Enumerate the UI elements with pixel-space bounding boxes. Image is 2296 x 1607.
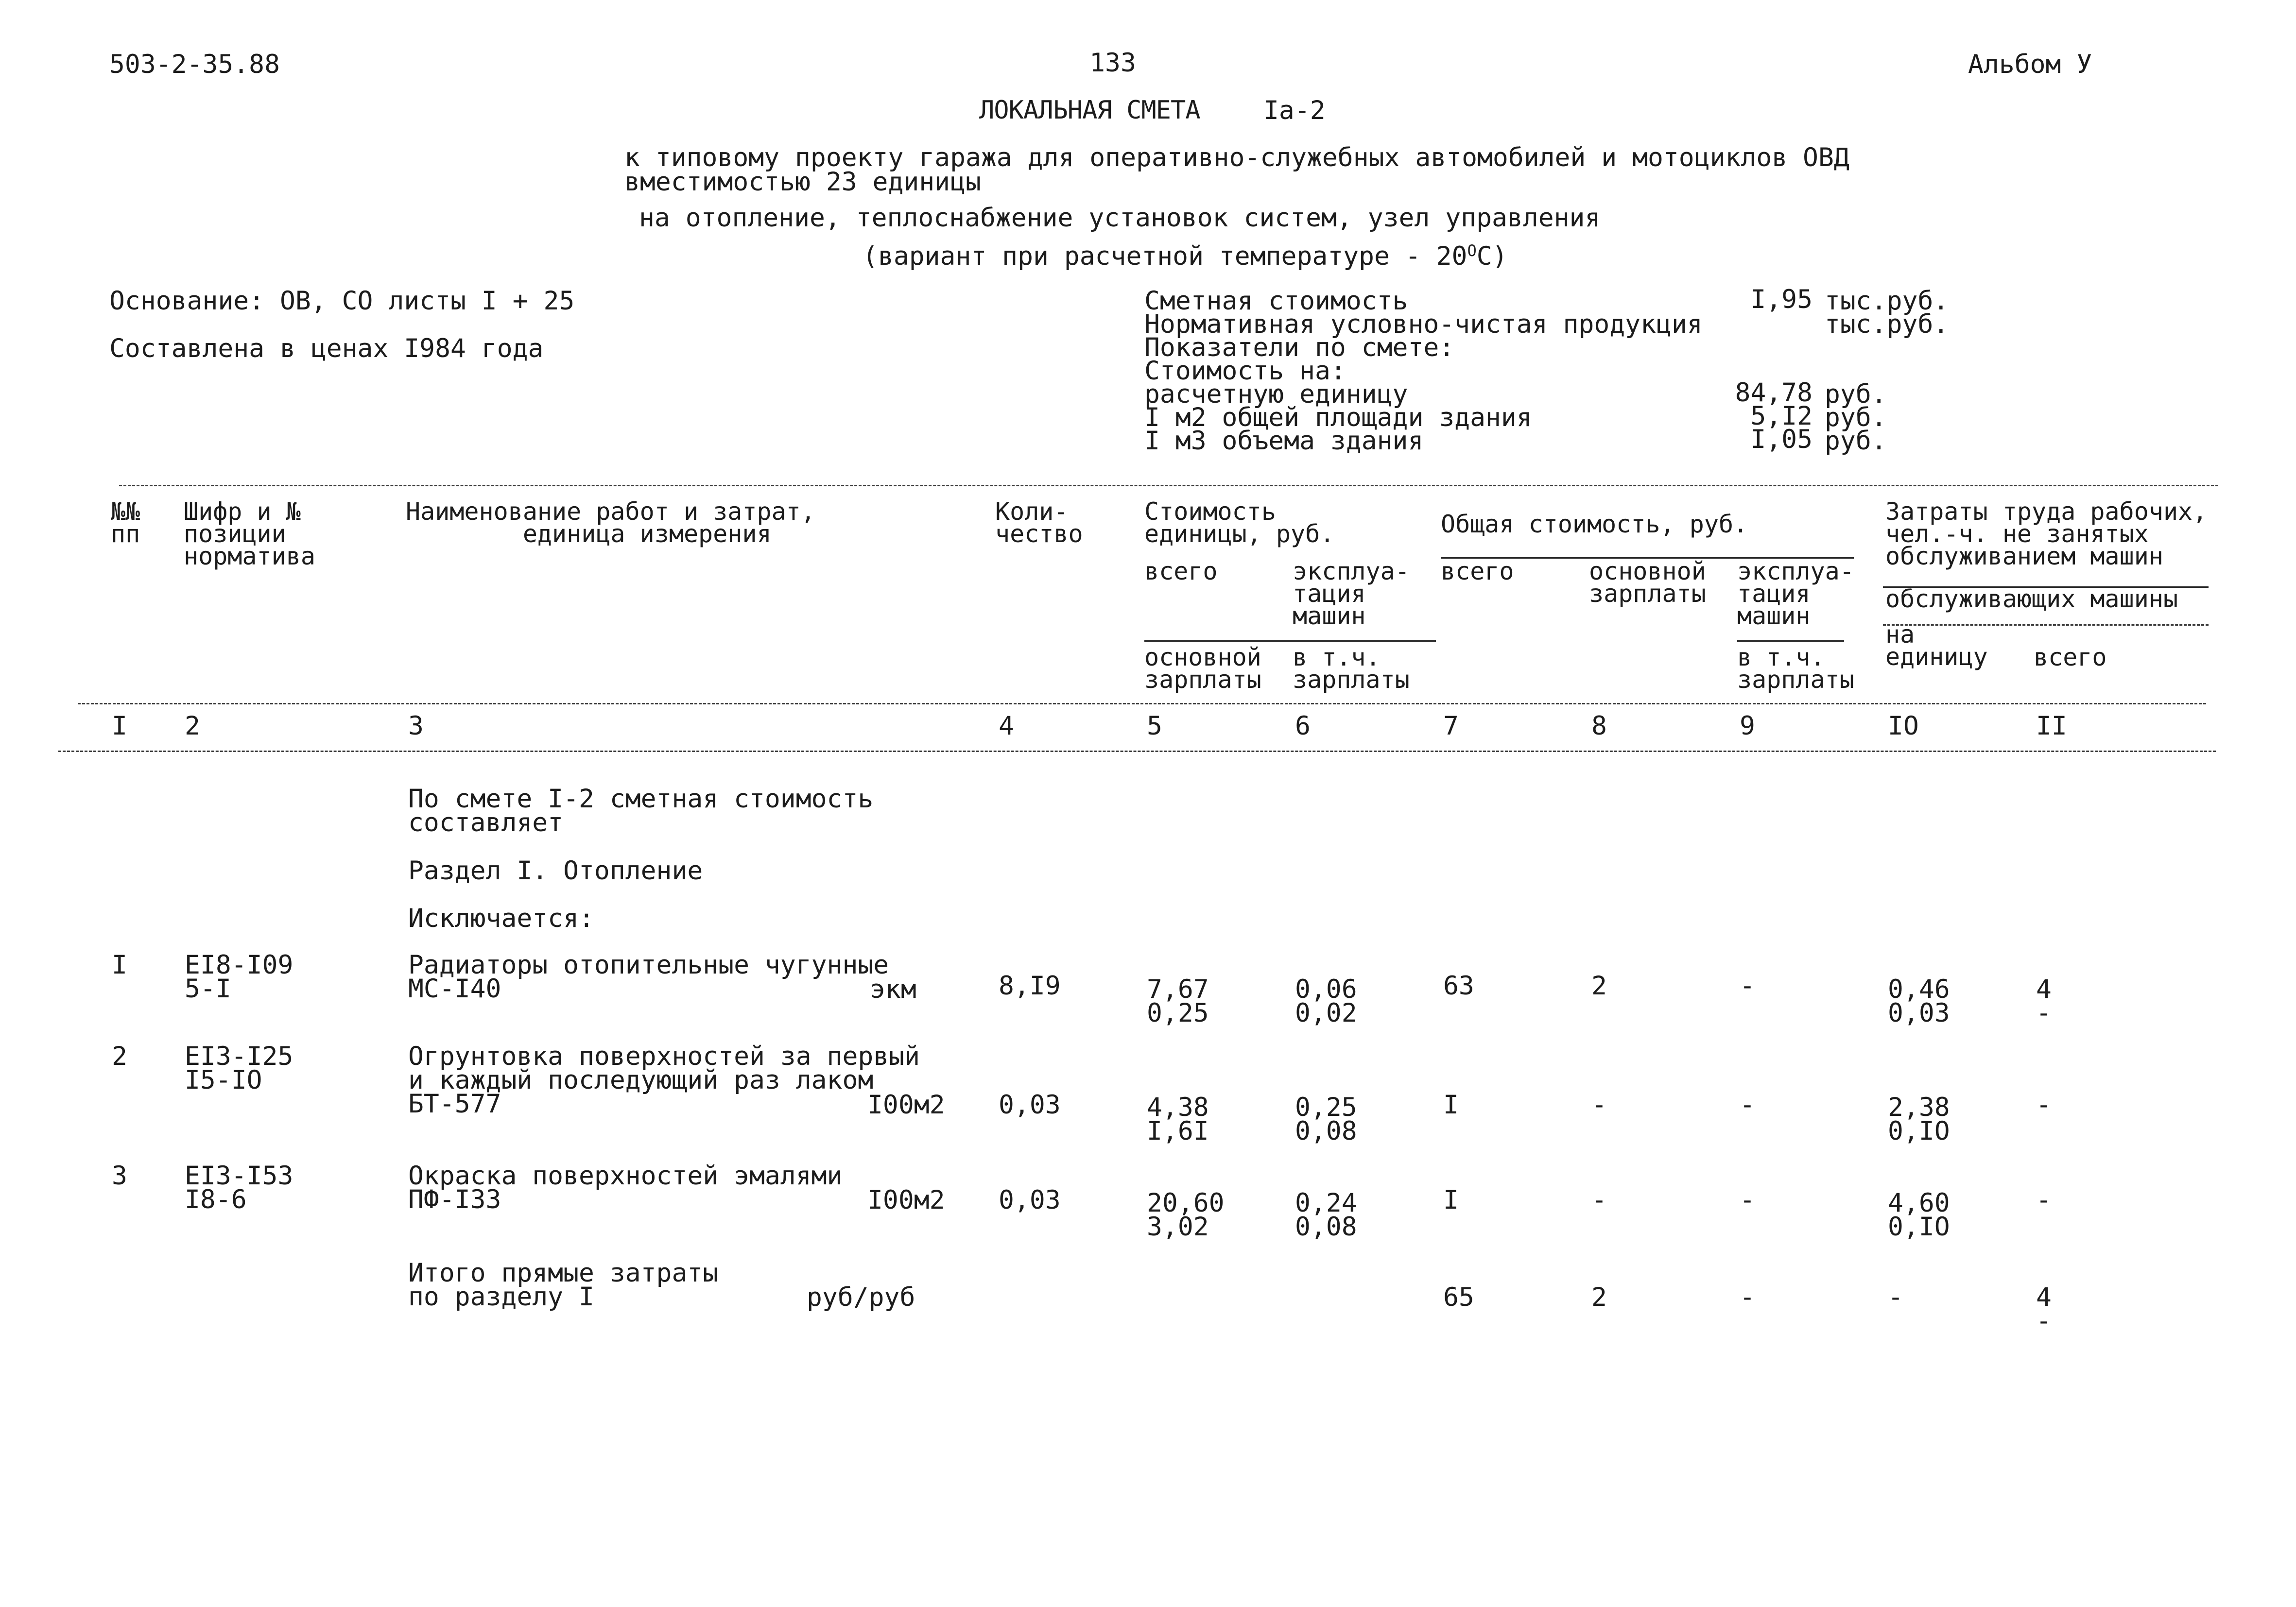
summary-unit: тыс.руб. [1825, 309, 1949, 339]
header-salary: основной зарплаты [1589, 557, 1706, 608]
column-number: 6 [1295, 711, 1311, 741]
excluded-label: Исключается: [408, 904, 594, 933]
total-label: Итого прямые затраты по разделу I [408, 1258, 719, 1312]
row-salary: - [1591, 1090, 1607, 1120]
row-unit: I00м2 [867, 1185, 945, 1215]
column-number: 5 [1147, 711, 1162, 741]
summary-label: расчетную единицу [1144, 379, 1408, 409]
row-unit-cost: 20,60 3,02 [1147, 1188, 1225, 1242]
header-row-number: №№ пп [111, 497, 140, 548]
document-title: ЛОКАЛЬНАЯ СМЕТА [979, 96, 1200, 125]
header-unit-cost: Стоимость единицы, руб. [1144, 497, 1335, 548]
row-quantity: 8,I9 [999, 971, 1061, 1001]
subtitle-line-4-text: (вариант при расчетной температуре - 20 [863, 241, 1467, 271]
header-quantity: Коли- чество [995, 497, 1083, 548]
summary-label: Сметная стоимость [1144, 286, 1408, 316]
group-rule-machines [1737, 640, 1844, 642]
group-rule-unit-cost [1144, 640, 1436, 642]
summary-value: I,05 [1750, 425, 1813, 454]
row-total: 63 [1443, 971, 1474, 1001]
total-labor-unit: - [1888, 1282, 1903, 1312]
page-number: 133 [1089, 48, 1136, 78]
header-code: Шифр и № позиции норматива [184, 497, 315, 570]
row-unit: экм [870, 974, 916, 1004]
row-machines: - [1740, 1185, 1755, 1215]
row-name: Окраска поверхностей эмалями ПФ-I33 [408, 1161, 843, 1214]
row-code: EI8-I09 5-I [185, 950, 293, 1004]
row-total: I [1443, 1185, 1459, 1215]
summary-label: Нормативная условно-чистая продукция [1144, 309, 1703, 339]
row-code: EI3-I53 I8-6 [185, 1161, 293, 1214]
intro-text: По смете I-2 сметная стоимость составляет [408, 784, 874, 838]
row-labor-unit: 2,38 0,IO [1888, 1093, 1950, 1146]
header-bottom-rule [78, 703, 2206, 704]
summary-unit: руб. [1825, 403, 1887, 432]
document-code: 503-2-35.88 [109, 50, 280, 79]
table-top-rule [119, 485, 2218, 486]
summary-unit: руб. [1825, 379, 1887, 409]
header-unit-cost-salary: основной зарплаты [1144, 643, 1261, 694]
row-unit-cost: 7,67 0,25 [1147, 974, 1209, 1028]
summary-value: I,95 [1750, 285, 1813, 314]
total-salary: 2 [1591, 1282, 1607, 1312]
summary-unit: тыс.руб. [1825, 286, 1949, 316]
header-labor-per-unit: на единицу [1885, 620, 1988, 671]
row-labor-total: - [2036, 1185, 2052, 1215]
row-number: I [112, 950, 127, 980]
header-machines-salary: в т.ч. зарплаты [1737, 643, 1854, 694]
row-quantity: 0,03 [999, 1090, 1061, 1120]
row-quantity: 0,03 [999, 1185, 1061, 1215]
basis-line-1: Основание: ОВ, СО листы I + 25 [109, 286, 575, 316]
row-name: Радиаторы отопительные чугунные МС-I40 [408, 950, 889, 1004]
total-unit: руб/руб [807, 1282, 915, 1312]
header-labor-machines: обслуживающих машины [1885, 585, 2178, 613]
column-number: 4 [999, 711, 1014, 741]
row-labor-unit: 0,46 0,03 [1888, 974, 1950, 1028]
row-unit-machines: 0,24 0,08 [1295, 1188, 1357, 1242]
album-label: Альбом У [1968, 50, 2092, 79]
header-unit-cost-total: всего [1144, 557, 1218, 585]
total-labor: 4 - [2036, 1282, 2052, 1336]
row-number: 2 [112, 1042, 127, 1071]
subtitle-line-3: на отопление, теплоснабжение установок систем, узел управления [639, 203, 1601, 233]
row-machines: - [1740, 1090, 1755, 1120]
numbers-bottom-rule [58, 751, 2216, 752]
header-labor: Затраты труда рабочих, чел.-ч. не занятых обслуживанием машин [1885, 497, 2208, 570]
degree-sup: О [1467, 241, 1477, 260]
header-machines: эксплуа- тация машин [1737, 557, 1854, 630]
subtitle-line-2: вместимостью 23 единицы [624, 167, 981, 197]
row-salary: 2 [1591, 971, 1607, 1001]
row-labor-unit: 4,60 0,IO [1888, 1188, 1950, 1242]
column-number: 8 [1591, 711, 1607, 741]
subtitle-line-4 [863, 239, 1508, 271]
subtitle-line-1: к типовому проекту гаража для оперативно-служебных автомобилей и мотоциклов ОВД [624, 143, 1849, 172]
summary-label: Показатели по смете: [1144, 333, 1455, 362]
section-title: Раздел I. Отопление [408, 856, 703, 886]
header-total: всего [1441, 557, 1514, 585]
basis-line-2: Составлена в ценах I984 года [109, 334, 544, 363]
summary-label: I м3 объема здания [1144, 426, 1424, 456]
summary-value: 84,78 [1735, 378, 1813, 408]
header-labor-total: всего [2034, 643, 2107, 671]
total-cost: 65 [1443, 1282, 1474, 1312]
summary-unit: руб. [1825, 426, 1887, 456]
row-number: 3 [112, 1161, 127, 1191]
column-number: 2 [185, 711, 200, 741]
summary-label: I м2 общей площади здания [1144, 403, 1532, 432]
column-number: 3 [408, 711, 424, 741]
row-labor-total: 4 - [2036, 974, 2052, 1028]
row-labor-total: - [2036, 1090, 2052, 1120]
row-unit: I00м2 [867, 1090, 945, 1120]
header-unit-machines: эксплуа- тация машин [1293, 557, 1410, 630]
summary-label: Стоимость на: [1144, 356, 1346, 386]
row-name: Огрунтовка поверхностей за первый и каждый последующий раз лаком БТ-577 [408, 1042, 920, 1119]
total-machines: - [1740, 1282, 1755, 1312]
column-number: I [112, 711, 127, 741]
row-code: EI3-I25 I5-IO [185, 1042, 293, 1095]
header-name: Наименование работ и затрат, единица измерения [406, 497, 815, 548]
header-unit-machines-salary: в т.ч. зарплаты [1293, 643, 1410, 694]
row-total: I [1443, 1090, 1459, 1120]
column-number: 9 [1740, 711, 1755, 741]
summary-value: 5,I2 [1750, 401, 1813, 431]
subtitle-line-4-end: С) [1476, 241, 1508, 271]
row-unit-cost: 4,38 I,6I [1147, 1093, 1209, 1146]
row-unit-machines: 0,06 0,02 [1295, 974, 1357, 1028]
header-total-cost: Общая стоимость, руб. [1441, 510, 1748, 538]
row-salary: - [1591, 1185, 1607, 1215]
row-unit-machines: 0,25 0,08 [1295, 1093, 1357, 1146]
column-number: II [2036, 711, 2067, 741]
column-number: IO [1888, 711, 1919, 741]
row-machines: - [1740, 971, 1755, 1001]
column-number: 7 [1443, 711, 1459, 741]
estimate-number: Ia-2 [1263, 96, 1326, 125]
